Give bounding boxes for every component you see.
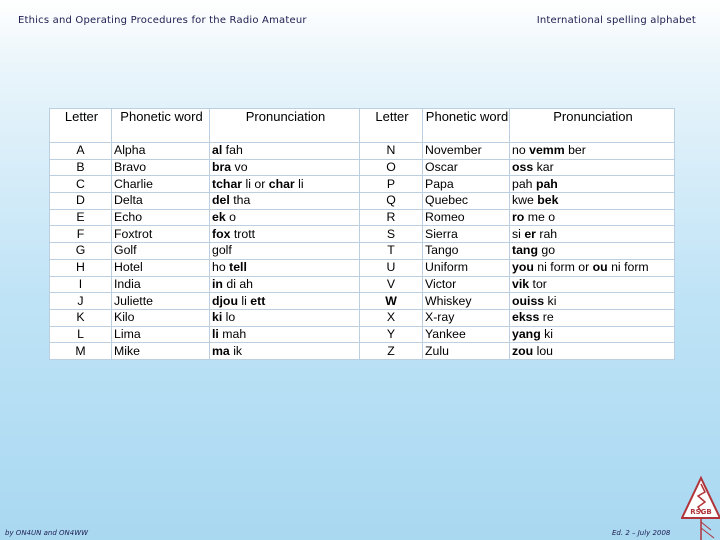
letter-cell: J <box>50 293 112 310</box>
pronunciation-cell <box>210 209 360 226</box>
letter-cell: G <box>50 243 112 260</box>
pronunciation-syllable: kar <box>533 160 554 175</box>
pronunciation-cell <box>210 176 360 193</box>
pronunciation-syllable: al <box>212 143 223 158</box>
phonetic-word-cell: Foxtrot <box>112 226 210 243</box>
pronunciation-cell <box>210 276 360 293</box>
pronunciation-cell <box>210 293 360 310</box>
pronunciation-cell <box>510 343 675 360</box>
pronunciation-syllable: ik <box>229 343 243 358</box>
pronunciation-cell <box>210 243 360 260</box>
pronunciation-syllable: vo <box>231 160 248 175</box>
table-row <box>50 143 675 160</box>
pronunciation-syllable: re <box>539 310 554 325</box>
pronunciation-cell <box>510 326 675 343</box>
pronunciation-syllable: o <box>225 210 236 225</box>
pronunciation-cell <box>510 143 675 160</box>
pronunciation-syllable: ek <box>212 210 226 225</box>
pronunciation-syllable: tor <box>529 276 547 291</box>
phonetic-word-cell: Zulu <box>423 343 510 360</box>
pronunciation-syllable: li or <box>242 176 269 191</box>
letter-cell: D <box>50 193 112 210</box>
pronunciation-syllable: djou <box>212 293 238 308</box>
pronunciation-syllable: me o <box>524 210 556 225</box>
letter-cell: A <box>50 143 112 160</box>
pronunciation-syllable: bek <box>533 193 559 208</box>
phonetic-word-cell: Yankee <box>423 326 510 343</box>
phonetic-word-cell: Oscar <box>423 159 510 176</box>
phonetic-word-cell: Tango <box>423 243 510 260</box>
header-phonetic-1: Phonetic word <box>112 109 210 143</box>
pronunciation-syllable: tell <box>225 260 247 275</box>
pronunciation-syllable: vik <box>512 276 530 291</box>
spelling-alphabet-table <box>49 108 674 360</box>
letter-cell: R <box>360 209 423 226</box>
pronunciation-syllable: tchar <box>212 176 243 191</box>
pronunciation-syllable: ekss <box>512 310 540 325</box>
pronunciation-syllable: pah <box>532 176 558 191</box>
rsgb-logo-icon <box>681 470 720 540</box>
authors-footer: by ON4UN and ON4WW <box>5 529 89 537</box>
letter-cell: W <box>360 293 423 310</box>
letter-cell: P <box>360 176 423 193</box>
phonetic-word-cell: Whiskey <box>423 293 510 310</box>
table-row <box>50 176 675 193</box>
letter-cell: E <box>50 209 112 226</box>
pronunciation-syllable: rah <box>535 226 558 241</box>
pronunciation-syllable: er <box>524 226 536 241</box>
letter-cell: S <box>360 226 423 243</box>
letter-cell: X <box>360 309 423 326</box>
letter-cell: L <box>50 326 112 343</box>
phonetic-word-cell: Quebec <box>423 193 510 210</box>
logo-text: RSGB <box>690 508 712 516</box>
phonetic-word-cell: Golf <box>112 243 210 260</box>
phonetic-word-cell: Echo <box>112 209 210 226</box>
phonetic-word-cell: Juliette <box>112 293 210 310</box>
letter-cell: C <box>50 176 112 193</box>
pronunciation-syllable: ni form or <box>533 260 593 275</box>
pronunciation-syllable: go <box>537 243 556 258</box>
phonetic-word-cell: Bravo <box>112 159 210 176</box>
document-title: Ethics and Operating Procedures for the Radio Amateur <box>18 15 307 26</box>
pronunciation-cell <box>510 209 675 226</box>
table-row <box>50 259 675 276</box>
pronunciation-cell <box>510 176 675 193</box>
pronunciation-cell <box>210 309 360 326</box>
phonetic-word-cell: Lima <box>112 326 210 343</box>
pronunciation-syllable: lou <box>533 343 553 358</box>
letter-cell: O <box>360 159 423 176</box>
pronunciation-syllable: zou <box>512 343 534 358</box>
letter-cell: M <box>50 343 112 360</box>
letter-cell: N <box>360 143 423 160</box>
pronunciation-syllable: ou <box>592 260 608 275</box>
letter-cell: Y <box>360 326 423 343</box>
header-letter-2: Letter <box>360 109 423 143</box>
pronunciation-cell <box>510 159 675 176</box>
pronunciation-syllable: ni form <box>607 260 649 275</box>
pronunciation-syllable: lo <box>222 310 236 325</box>
header-pronunciation-1: Pronunciation <box>210 109 360 143</box>
phonetic-word-cell: Delta <box>112 193 210 210</box>
pronunciation-syllable: di ah <box>222 276 254 291</box>
pronunciation-cell <box>510 309 675 326</box>
pronunciation-cell <box>210 326 360 343</box>
pronunciation-cell <box>510 276 675 293</box>
pronunciation-syllable: ber <box>564 143 586 158</box>
table-row <box>50 309 675 326</box>
pronunciation-cell <box>510 193 675 210</box>
phonetic-word-cell: Uniform <box>423 259 510 276</box>
phonetic-word-cell: X-ray <box>423 309 510 326</box>
pronunciation-cell <box>210 226 360 243</box>
pronunciation-syllable: ho <box>212 260 226 275</box>
pronunciation-syllable: you <box>512 260 534 275</box>
pronunciation-cell <box>210 159 360 176</box>
table-row <box>50 243 675 260</box>
pronunciation-syllable: bra <box>212 160 232 175</box>
letter-cell: Q <box>360 193 423 210</box>
letter-cell: F <box>50 226 112 243</box>
pronunciation-cell <box>210 343 360 360</box>
pronunciation-syllable: li <box>212 326 219 341</box>
table-row <box>50 226 675 243</box>
phonetic-word-cell: Papa <box>423 176 510 193</box>
table-body <box>50 143 675 360</box>
table-row <box>50 276 675 293</box>
pronunciation-cell <box>210 259 360 276</box>
pronunciation-syllable: in <box>212 276 223 291</box>
pronunciation-cell <box>210 143 360 160</box>
pronunciation-syllable: trott <box>230 226 256 241</box>
pronunciation-syllable: ma <box>212 343 230 358</box>
header-pronunciation-2: Pronunciation <box>510 109 675 143</box>
header-phonetic-2: Phonetic word <box>423 109 510 143</box>
pronunciation-syllable: ki <box>544 293 557 308</box>
letter-cell: H <box>50 259 112 276</box>
pronunciation-cell <box>510 293 675 310</box>
pronunciation-syllable: ouiss <box>512 293 545 308</box>
pronunciation-syllable: tha <box>229 193 251 208</box>
table-row <box>50 293 675 310</box>
letter-cell: Z <box>360 343 423 360</box>
phonetic-word-cell: India <box>112 276 210 293</box>
letter-cell: V <box>360 276 423 293</box>
letter-cell: K <box>50 309 112 326</box>
pronunciation-syllable: ki <box>540 326 554 341</box>
table-row <box>50 159 675 176</box>
phonetic-word-cell: Romeo <box>423 209 510 226</box>
table-row <box>50 193 675 210</box>
edition-footer: Ed. 2 – July 2008 <box>612 529 671 537</box>
pronunciation-syllable: ki <box>212 310 223 325</box>
pronunciation-syllable: del <box>212 193 230 208</box>
table-row <box>50 209 675 226</box>
pronunciation-syllable: tang <box>512 243 538 258</box>
letter-cell: B <box>50 159 112 176</box>
phonetic-word-cell: Charlie <box>112 176 210 193</box>
pronunciation-cell <box>510 259 675 276</box>
pronunciation-syllable: mah <box>218 326 247 341</box>
pronunciation-syllable: vemm <box>529 143 565 158</box>
pronunciation-syllable: li <box>237 293 251 308</box>
pronunciation-syllable: golf <box>212 243 232 258</box>
phonetic-word-cell: Sierra <box>423 226 510 243</box>
letter-cell: I <box>50 276 112 293</box>
letter-cell: U <box>360 259 423 276</box>
phonetic-word-cell: November <box>423 143 510 160</box>
header-letter-1: Letter <box>50 109 112 143</box>
pronunciation-syllable: no <box>512 143 530 158</box>
phonetic-word-cell: Kilo <box>112 309 210 326</box>
pronunciation-syllable: si <box>512 226 525 241</box>
pronunciation-syllable: fah <box>222 143 243 158</box>
phonetic-word-cell: Alpha <box>112 143 210 160</box>
pronunciation-syllable: oss <box>512 160 534 175</box>
pronunciation-syllable: ro <box>512 210 525 225</box>
pronunciation-syllable: yang <box>512 326 541 341</box>
slide-title: International spelling alphabet <box>536 15 696 26</box>
pronunciation-cell <box>510 226 675 243</box>
pronunciation-syllable: char <box>268 176 295 191</box>
phonetic-word-cell: Victor <box>423 276 510 293</box>
pronunciation-syllable: fox <box>212 226 231 241</box>
table-header-row <box>50 109 675 143</box>
pronunciation-syllable: ett <box>250 293 266 308</box>
table-row <box>50 343 675 360</box>
table-row <box>50 326 675 343</box>
phonetic-word-cell: Mike <box>112 343 210 360</box>
pronunciation-syllable: li <box>294 176 304 191</box>
pronunciation-cell <box>510 243 675 260</box>
letter-cell: T <box>360 243 423 260</box>
pronunciation-syllable: pah <box>512 176 533 191</box>
pronunciation-syllable: kwe <box>512 193 534 208</box>
pronunciation-cell <box>210 193 360 210</box>
phonetic-word-cell: Hotel <box>112 259 210 276</box>
